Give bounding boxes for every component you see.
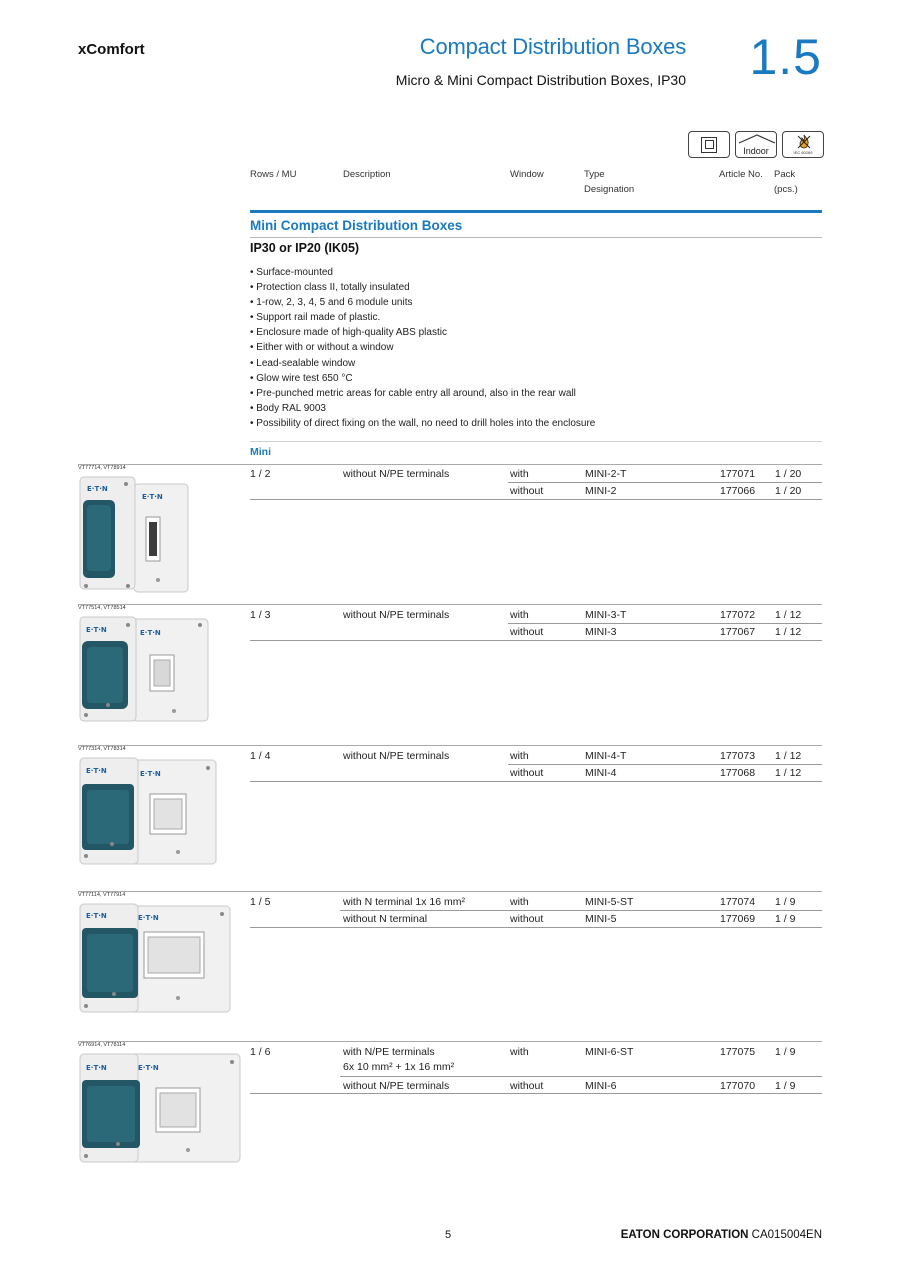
divider bbox=[250, 441, 822, 442]
feature-item: • Protection class II, totally insulated bbox=[250, 280, 595, 295]
window: without bbox=[510, 626, 544, 638]
col-description: Description bbox=[343, 169, 391, 180]
description: without N/PE terminals bbox=[343, 468, 450, 480]
description: with N/PE terminals bbox=[343, 1046, 435, 1058]
indoor-label: Indoor bbox=[743, 146, 769, 156]
window: with bbox=[510, 468, 529, 480]
product-image-mini-2 bbox=[78, 472, 238, 597]
section-rule bbox=[250, 210, 822, 213]
type-designation: MINI-2 bbox=[585, 485, 617, 497]
svg-text:E·T·N: E·T·N bbox=[140, 770, 161, 778]
window: with bbox=[510, 1046, 529, 1058]
article-no: 177071 bbox=[720, 468, 756, 480]
description: without N/PE terminals bbox=[343, 750, 450, 762]
row-rule bbox=[78, 604, 822, 605]
rows-mu: 1 / 4 bbox=[250, 750, 271, 762]
type-designation: MINI-2-T bbox=[585, 468, 627, 480]
subsection-label: Mini bbox=[250, 446, 271, 458]
svg-text:E·T·N: E·T·N bbox=[86, 626, 107, 634]
page-title: Compact Distribution Boxes bbox=[419, 34, 686, 59]
product-image-mini-3 bbox=[78, 613, 238, 725]
window: with bbox=[510, 896, 529, 908]
image-caption: VT76914, VT78114 bbox=[78, 1042, 126, 1048]
pack: 1 / 12 bbox=[775, 750, 802, 762]
type-designation: MINI-4 bbox=[585, 767, 617, 779]
svg-text:E·T·N: E·T·N bbox=[86, 912, 107, 920]
rows-mu: 1 / 3 bbox=[250, 609, 271, 621]
feature-item: • Surface-mounted bbox=[250, 265, 595, 280]
document-code: CA015004EN bbox=[751, 1229, 822, 1241]
pack: 1 / 12 bbox=[775, 767, 802, 779]
window: without bbox=[510, 913, 544, 925]
col-pack: Pack (pcs.) bbox=[774, 169, 798, 195]
window: without bbox=[510, 485, 544, 497]
section-number: 1.5 bbox=[749, 29, 822, 85]
svg-text:E·T·N: E·T·N bbox=[142, 493, 163, 501]
pack: 1 / 20 bbox=[775, 485, 802, 497]
row-rule bbox=[78, 464, 822, 465]
window: without bbox=[510, 1080, 544, 1092]
page-subtitle: Micro & Mini Compact Distribution Boxes, IP30 bbox=[395, 72, 686, 88]
article-no: 177074 bbox=[720, 896, 756, 908]
article-no: 177072 bbox=[720, 609, 756, 621]
feature-item: • Glow wire test 650 °C bbox=[250, 371, 595, 386]
rows-mu: 1 / 6 bbox=[250, 1046, 271, 1058]
rows-mu: 1 / 2 bbox=[250, 468, 271, 480]
feature-item: • Body RAL 9003 bbox=[250, 401, 595, 416]
image-caption: VT77714, VT78914 bbox=[78, 465, 126, 471]
svg-text:E·T·N: E·T·N bbox=[138, 914, 159, 922]
divider bbox=[250, 237, 822, 238]
row-rule bbox=[340, 910, 822, 911]
product-image-mini-6 bbox=[78, 1050, 243, 1170]
col-window: Window bbox=[510, 169, 544, 180]
row-rule bbox=[78, 891, 822, 892]
protection-class-2-icon bbox=[688, 131, 730, 158]
feature-item: • Possibility of direct fixing on the wall, no need to drill holes into the enclosure bbox=[250, 416, 595, 431]
feature-item: • Support rail made of plastic. bbox=[250, 310, 595, 325]
row-rule bbox=[250, 1093, 822, 1094]
image-caption: VT77514, VT78514 bbox=[78, 605, 126, 611]
rows-mu: 1 / 5 bbox=[250, 896, 271, 908]
article-no: 177068 bbox=[720, 767, 756, 779]
article-no: 177069 bbox=[720, 913, 756, 925]
description-detail: 6x 10 mm² + 1x 16 mm² bbox=[343, 1061, 455, 1073]
flame-test-label: IEC 60269 bbox=[793, 150, 813, 155]
feature-item: • Enclosure made of high-quality ABS plastic bbox=[250, 325, 595, 340]
window: with bbox=[510, 750, 529, 762]
row-rule bbox=[508, 623, 822, 624]
image-caption: VT77114, VT77914 bbox=[78, 892, 126, 898]
col-rows-mu: Rows / MU bbox=[250, 169, 297, 180]
pack: 1 / 12 bbox=[775, 626, 802, 638]
row-rule bbox=[250, 927, 822, 928]
col-type: Type Designation bbox=[584, 169, 635, 195]
feature-item: • 1-row, 2, 3, 4, 5 and 6 module units bbox=[250, 295, 595, 310]
svg-text:E·T·N: E·T·N bbox=[87, 485, 108, 493]
article-no: 177066 bbox=[720, 485, 756, 497]
article-no: 177073 bbox=[720, 750, 756, 762]
type-designation: MINI-6 bbox=[585, 1080, 617, 1092]
svg-text:E·T·N: E·T·N bbox=[140, 629, 161, 637]
pack: 1 / 9 bbox=[775, 896, 796, 908]
footer bbox=[621, 1229, 822, 1241]
type-designation: MINI-3 bbox=[585, 626, 617, 638]
indoor-icon bbox=[735, 131, 777, 158]
flame-test-icon bbox=[782, 131, 824, 158]
row-rule bbox=[508, 764, 822, 765]
window: without bbox=[510, 767, 544, 779]
svg-text:E·T·N: E·T·N bbox=[86, 1064, 107, 1072]
pack: 1 / 9 bbox=[775, 913, 796, 925]
row-rule bbox=[340, 1076, 822, 1077]
type-designation: MINI-5-ST bbox=[585, 896, 634, 908]
page-number: 5 bbox=[445, 1229, 452, 1241]
svg-text:E·T·N: E·T·N bbox=[138, 1064, 159, 1072]
type-designation: MINI-3-T bbox=[585, 609, 627, 621]
article-no: 177067 bbox=[720, 626, 756, 638]
ip-rating: IP30 or IP20 (IK05) bbox=[250, 241, 360, 255]
article-no: 177075 bbox=[720, 1046, 756, 1058]
type-designation: MINI-6-ST bbox=[585, 1046, 634, 1058]
type-designation: MINI-4-T bbox=[585, 750, 627, 762]
feature-item: • Pre-punched metric areas for cable entry all around, also in the rear wall bbox=[250, 386, 595, 401]
window: with bbox=[510, 609, 529, 621]
row-rule bbox=[78, 745, 822, 746]
feature-item: • Lead-sealable window bbox=[250, 356, 595, 371]
feature-item: • Either with or without a window bbox=[250, 340, 595, 355]
pack: 1 / 9 bbox=[775, 1046, 796, 1058]
pack: 1 / 20 bbox=[775, 468, 802, 480]
description: without N/PE terminals bbox=[343, 1080, 450, 1092]
brand-name: xComfort bbox=[78, 41, 145, 58]
company-name: EATON CORPORATION bbox=[620, 1229, 749, 1241]
svg-text:E·T·N: E·T·N bbox=[86, 767, 107, 775]
description: without N/PE terminals bbox=[343, 609, 450, 621]
col-article: Article No. bbox=[719, 169, 763, 180]
pack: 1 / 9 bbox=[775, 1080, 796, 1092]
product-image-mini-4 bbox=[78, 756, 238, 868]
pack: 1 / 12 bbox=[775, 609, 802, 621]
property-icons bbox=[688, 131, 824, 158]
description: with N terminal 1x 16 mm² bbox=[343, 896, 465, 908]
article-no: 177070 bbox=[720, 1080, 756, 1092]
row-rule bbox=[250, 781, 822, 782]
section-title: Mini Compact Distribution Boxes bbox=[250, 218, 463, 233]
description: without N terminal bbox=[343, 913, 428, 925]
product-image-mini-5 bbox=[78, 902, 238, 1016]
row-rule bbox=[508, 482, 822, 483]
type-designation: MINI-5 bbox=[585, 913, 617, 925]
row-rule bbox=[250, 640, 822, 641]
image-caption: VT77314, VT78314 bbox=[78, 746, 126, 752]
row-rule bbox=[78, 1041, 822, 1042]
feature-list bbox=[250, 265, 595, 431]
row-rule bbox=[250, 499, 822, 500]
